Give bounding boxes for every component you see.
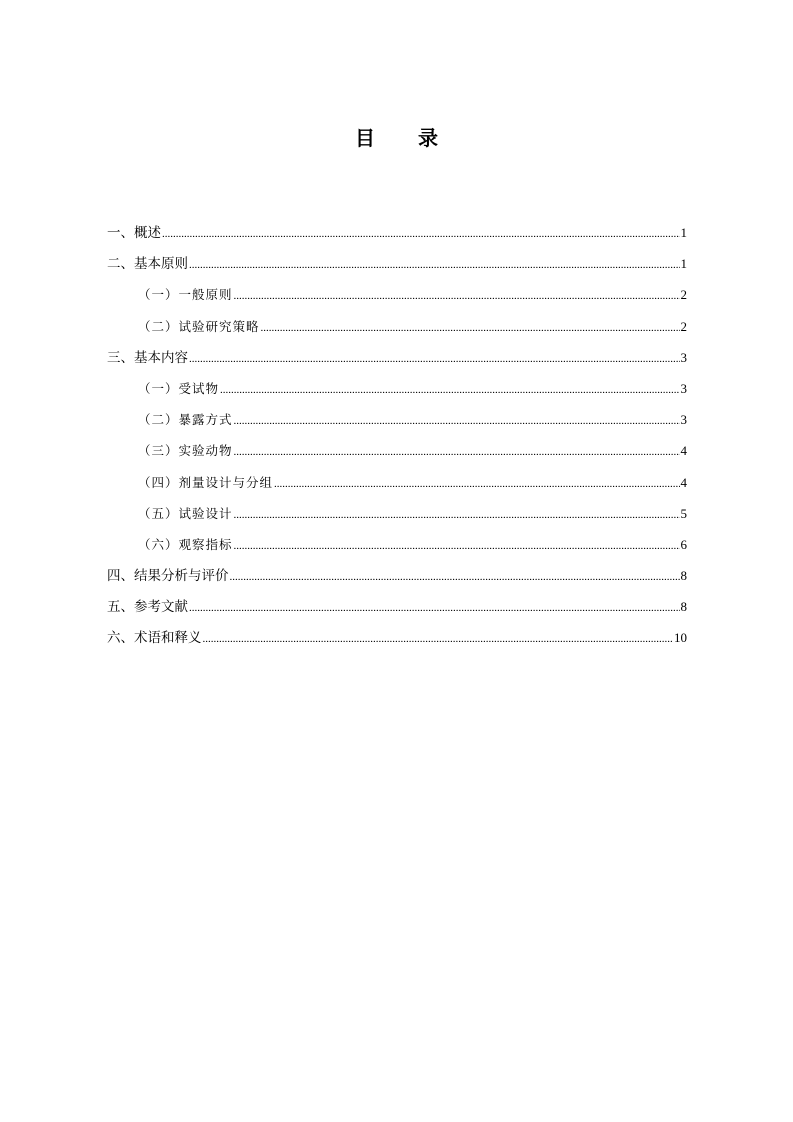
toc-entry-label: 二、基本原则: [107, 256, 188, 273]
toc-entry-label: 五、参考文献: [107, 599, 188, 616]
toc-page-number: 2: [680, 287, 687, 303]
toc-dot-leader: [261, 316, 680, 340]
toc-dot-leader: [189, 596, 680, 620]
toc-dot-leader: [234, 534, 680, 558]
toc-subentry[interactable]: [107, 533, 687, 564]
toc-page-number: 2: [680, 318, 687, 334]
toc-dot-leader: [234, 409, 680, 433]
toc-entry-label: （四）剂量设计与分组: [138, 474, 274, 490]
toc-entry-label: （六）观察指标: [138, 536, 233, 552]
toc-entry[interactable]: [107, 564, 687, 595]
toc-entry[interactable]: [107, 626, 687, 657]
toc-entry[interactable]: [107, 595, 687, 626]
toc-dot-leader: [234, 284, 680, 308]
toc-dot-leader: [189, 347, 680, 371]
toc-page-number: 10: [674, 630, 687, 646]
toc-page-number: 1: [680, 225, 687, 240]
toc-page-number: 4: [680, 443, 687, 459]
toc-page-number: 8: [680, 568, 687, 584]
toc-page-number: 3: [680, 412, 687, 428]
toc-page-number: 4: [680, 474, 687, 490]
toc-page-number: 5: [680, 505, 687, 521]
toc-entry-label: （一）一般原则: [138, 287, 233, 303]
toc-entry-label: （一）受试物: [138, 380, 220, 396]
toc-subentry[interactable]: [107, 408, 687, 439]
toc-dot-leader: [162, 222, 680, 246]
toc-entry-label: （二）暴露方式: [138, 412, 233, 428]
toc-entry[interactable]: [107, 252, 687, 283]
toc-subentry[interactable]: [107, 471, 687, 502]
toc-entry-label: （五）试验设计: [138, 505, 233, 521]
toc-entry-label: 四、结果分析与评价: [107, 568, 229, 585]
toc-page-number: 1: [680, 256, 687, 272]
toc-subentry[interactable]: [107, 283, 687, 314]
toc-page-number: 3: [680, 349, 687, 365]
toc-dot-leader: [230, 565, 680, 589]
toc-entry-label: （三）实验动物: [138, 443, 233, 459]
toc-page-number: 8: [680, 599, 687, 615]
toc-dot-leader: [220, 378, 679, 402]
toc-dot-leader: [203, 627, 674, 651]
toc-entry-label: 三、基本内容: [107, 349, 188, 366]
toc-subentry[interactable]: [107, 439, 687, 470]
toc-entry-label: 六、术语和释义: [107, 630, 202, 647]
toc-subentry[interactable]: [107, 502, 687, 533]
toc-subentry[interactable]: [107, 377, 687, 408]
toc-page-number: 6: [680, 536, 687, 552]
toc-entry-label: 一、概述: [107, 225, 161, 241]
toc-dot-leader: [234, 503, 680, 527]
toc-subentry[interactable]: [107, 315, 687, 346]
toc-dot-leader: [274, 472, 679, 496]
toc-dot-leader: [189, 253, 680, 277]
toc-title: 目 录: [355, 126, 456, 150]
toc-dot-leader: [234, 440, 680, 464]
toc-list: [107, 221, 687, 658]
toc-page-number: 3: [680, 380, 687, 396]
toc-entry[interactable]: [107, 346, 687, 377]
toc-entry-label: （二）试验研究策略: [138, 318, 260, 334]
toc-entry[interactable]: [107, 221, 687, 252]
